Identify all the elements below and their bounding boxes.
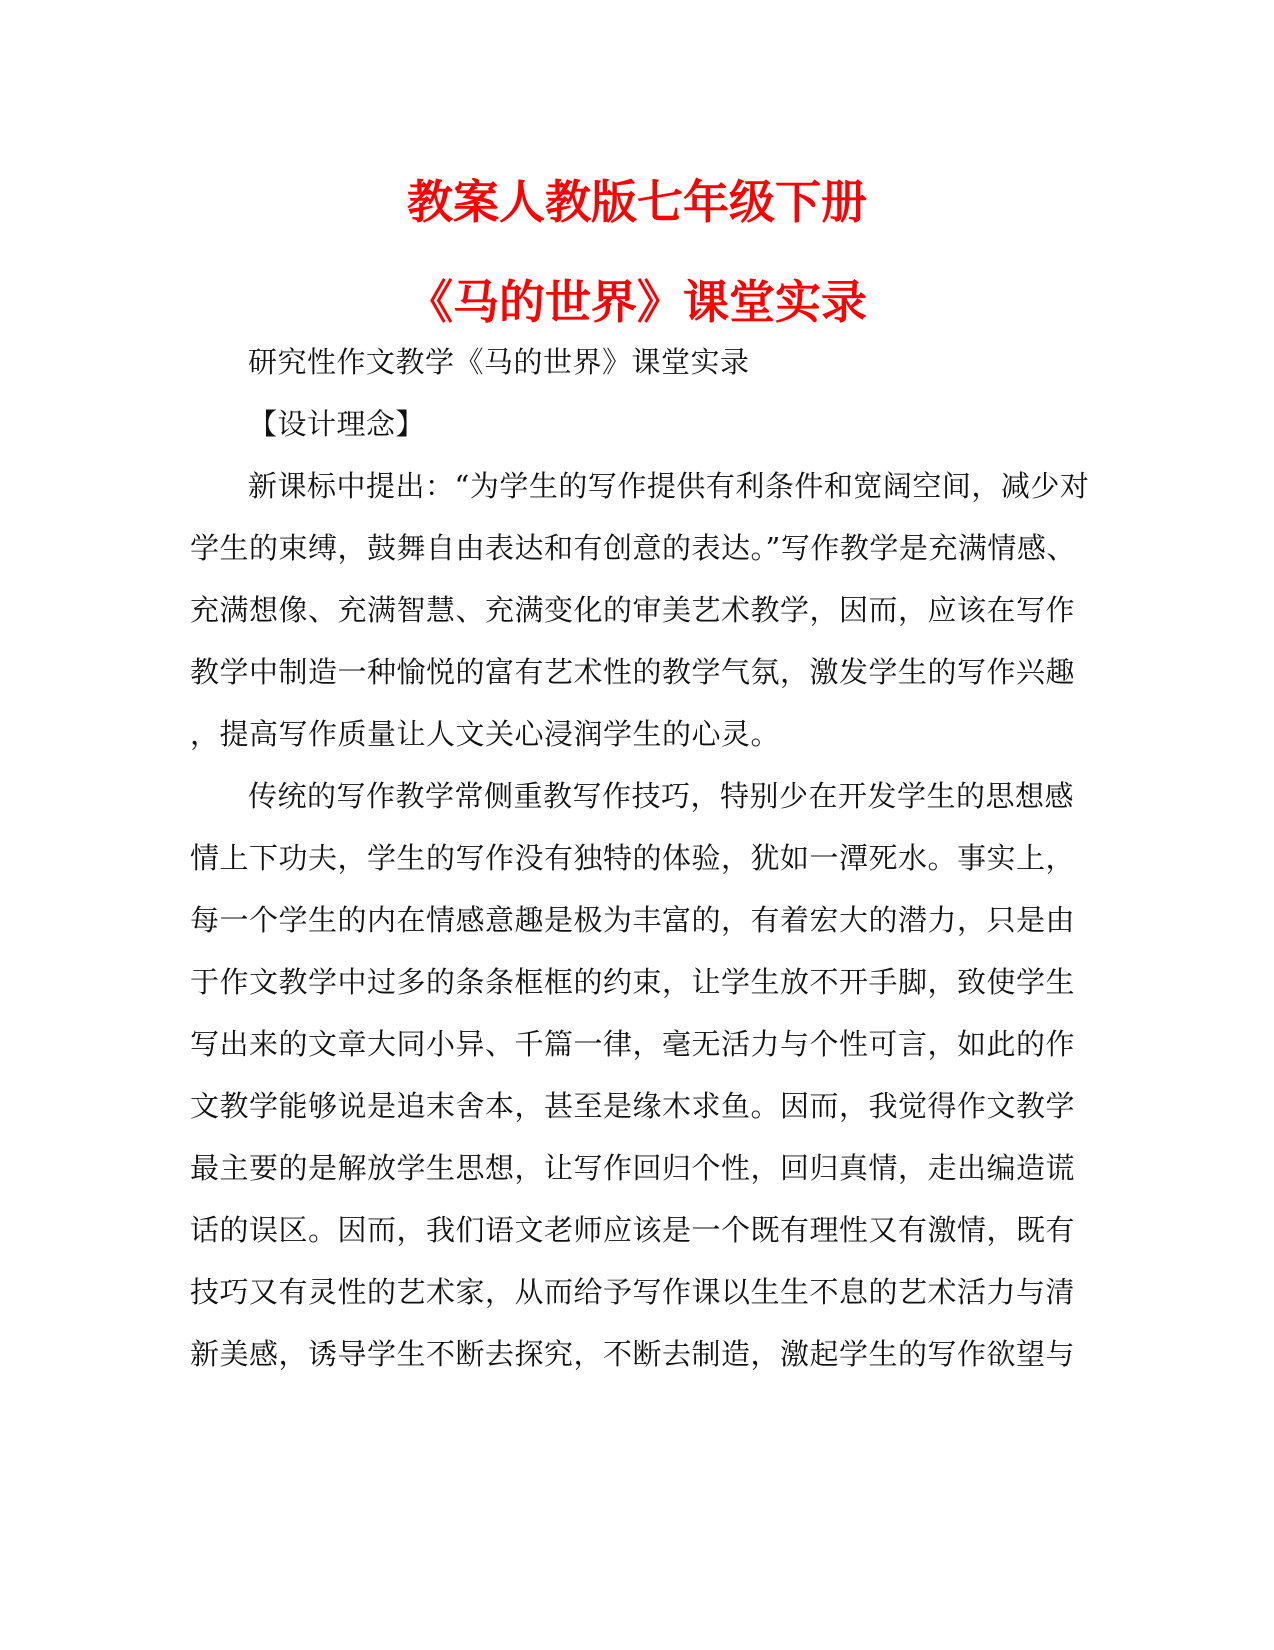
- paragraph-1-line: 充满想像、充满智慧、充满变化的审美艺术教学，因而，应该在写作: [190, 593, 1076, 627]
- paragraph-2-line: 传统的写作教学常侧重教写作技巧，特别少在开发学生的思想感: [248, 779, 1075, 813]
- paragraph-2-line: 最主要的是解放学生思想，让写作回归个性，回归真情，走出编造谎: [190, 1151, 1076, 1185]
- paragraph-2-line: 于作文教学中过多的条条框框的约束，让学生放不开手脚，致使学生: [190, 965, 1076, 999]
- paragraph-2-line: 新美感，诱导学生不断去探究，不断去制造，激起学生的写作欲望与: [190, 1337, 1076, 1371]
- paragraph-1-line: 新课标中提出：“为学生的写作提供有利条件和宽阔空间，减少对: [248, 469, 1090, 503]
- paragraph-2-line: 话的误区。因而，我们语文老师应该是一个既有理性又有激情，既有: [190, 1213, 1076, 1247]
- paragraph-2-line: 技巧又有灵性的艺术家，从而给予写作课以生生不息的艺术活力与清: [190, 1275, 1076, 1309]
- document-title-line-1: 教案人教版七年级下册: [407, 175, 867, 229]
- paragraph-1-line: ，提高写作质量让人文关心浸润学生的心灵。: [190, 717, 781, 751]
- paragraph-1-line: 教学中制造一种愉悦的富有艺术性的教学气氛，激发学生的写作兴趣: [190, 655, 1076, 689]
- paragraph-2-line: 写出来的文章大同小异、千篇一律，毫无活力与个性可言，如此的作: [190, 1027, 1076, 1061]
- paragraph-2-line: 文教学能够说是追末舍本，甚至是缘木求鱼。因而，我觉得作文教学: [190, 1089, 1076, 1123]
- document-title-line-2: 《马的世界》课堂实录: [407, 275, 867, 329]
- paragraph-1-line: 学生的束缚，鼓舞自由表达和有创意的表达。”写作教学是充满情感、: [190, 531, 1076, 565]
- subtitle-line: 研究性作文教学《马的世界》课堂实录: [248, 345, 750, 379]
- paragraph-2-line: 每一个学生的内在情感意趣是极为丰富的，有着宏大的潜力，只是由: [190, 903, 1076, 937]
- paragraph-2-line: 情上下功夫，学生的写作没有独特的体验，犹如一潭死水。事实上，: [190, 841, 1076, 875]
- section-heading: 【设计理念】: [248, 407, 426, 441]
